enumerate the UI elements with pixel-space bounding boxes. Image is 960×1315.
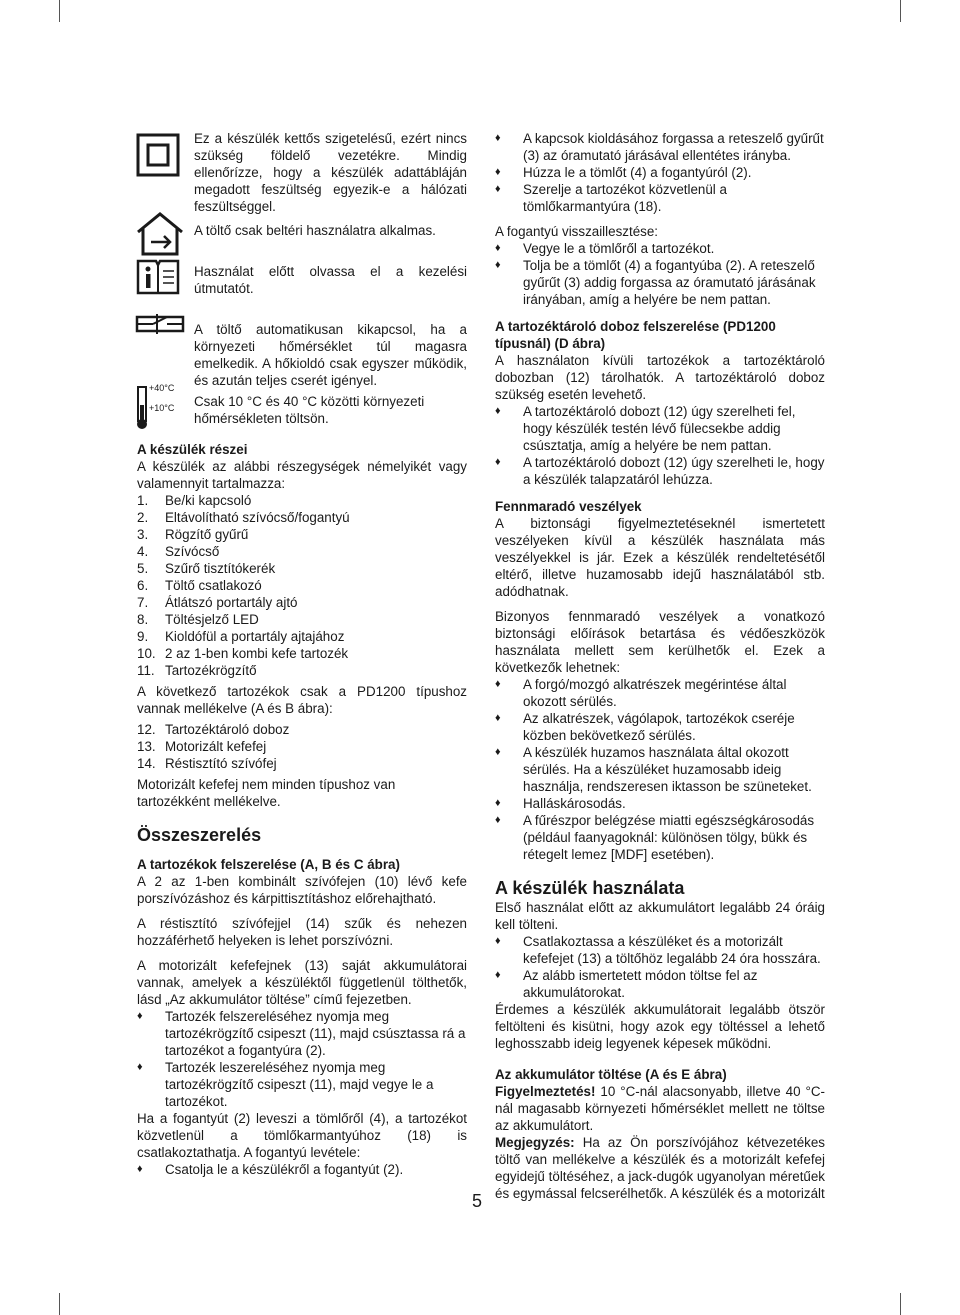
crop-mark <box>59 1293 60 1315</box>
note-label: Megjegyzés: <box>495 1135 575 1150</box>
crop-mark <box>59 0 60 22</box>
list-item: ♦ Húzza le a tömlőt (4) a fogantyúról (2). <box>495 164 825 181</box>
parts-heading: A készülék részei <box>137 442 248 457</box>
list-item: ♦ A forgó/mozgó alkatrészek megérintése által okozott sérülés. <box>495 676 825 710</box>
left-column <box>137 130 467 1178</box>
pd-intro: A következő tartozékok csak a PD1200 típushoz vannak mellékelve (A és B ábra): <box>137 684 467 716</box>
symbol-row <box>137 222 467 263</box>
bullet-list <box>495 240 825 308</box>
manual-info-icon <box>135 257 185 297</box>
symbol-text: A töltő csak beltéri használatra alkalmas. <box>194 223 436 238</box>
parts-intro: A készülék az alábbi részegységek némelyikét vagy valamennyit tartalmazza: <box>137 459 467 491</box>
bullet-list <box>495 676 825 863</box>
list-item: 11. Tartozékrögzítő <box>137 663 257 678</box>
list-item: ♦ Az alkatrészek, vágólapok, tartozékok cseréje közben bekövetkező sérülés. <box>495 710 825 744</box>
list-item: 7. Átlátszó portartály ajtó <box>137 595 298 610</box>
bullet-list <box>495 933 825 1001</box>
symbol-text: A töltő automatikusan kikapcsol, ha a környezeti hőmérséklet túl magasra emelkedik. A hőkioldó csak egyszer működik, és azután teljes cserét igényel. <box>194 322 467 388</box>
list-item: 14. Réstisztító szívófej <box>137 756 277 771</box>
usage-heading: A készülék használata <box>495 878 685 898</box>
symbol-row <box>137 263 467 313</box>
paragraph: Ha a fogantyút (2) leveszi a tömlőről (4), a tartozékot közvetlenül a tömlőkarmantyúhoz (18) is csatlakoztathatja. A fogantyú levétele: <box>137 1111 467 1160</box>
storage-box-heading: A tartozéktároló doboz felszerelése (PD1200 típusnál) (D ábra) <box>495 319 776 351</box>
list-item: ♦ Az alább ismertetett módon töltse fel az akkumulátorokat. <box>495 967 825 1001</box>
list-item: 2. Eltávolítható szívócső/fogantyú <box>137 510 350 525</box>
paragraph: Bizonyos fennmaradó veszélyek a vonatkozó biztonsági előírások betartása és védőeszközök használata mellett sem kerülhetők el. Ezek a következők lehetnek: <box>495 609 825 675</box>
residual-risks-heading: Fennmaradó veszélyek <box>495 499 642 514</box>
crop-mark <box>900 0 901 22</box>
list-item: 4. Szívócső <box>137 544 220 559</box>
list-item: ♦ Csatlakoztassa a készüléket és a motorizált kefefejet (13) a töltőhöz legalább 24 óra hosszára. <box>495 933 825 967</box>
list-item: 6. Töltő csatlakozó <box>137 578 262 593</box>
bullet-list <box>137 1008 467 1110</box>
symbol-text: Ez a készülék kettős szigetelésű, ezért nincs szükség földelő vezetékre. Mindig ellenőrízze, hogy a készülék adattábláján megadott feszültség egyezik-e a hálózati feszültséggel. <box>194 131 467 214</box>
warning-paragraph: Figyelmeztetés! 10 °C-nál alacsonyabb, illetve 40 °C-nál magasabb környezeti hőmérséklet mellett ne töltse az akkumulátort. <box>495 1084 825 1133</box>
warning-label: Figyelmeztetés! <box>495 1084 596 1099</box>
paragraph: A réstisztító szívófejjel (14) szűk és nehezen hozzáférhető helyeken is lehet porszívózni. <box>137 916 467 948</box>
list-item: ♦ Csatolja le a készülékről a fogantyút (2). <box>137 1161 467 1178</box>
note-paragraph: Megjegyzés: Ha az Ön porszívójához kétvezetékes töltő van mellékelve a készülék és a motorizált kefefej egyidejű töltéséhez, a jack-dugók ugyanolyan méretűek és egymással felcserélhetők. A készülék és a motorizált <box>495 1135 825 1201</box>
list-item: ♦ A készülék huzamos használata által okozott sérülés. Ha a készüléket huzamosabb ideig használja, rendszeresen iktasson be szüneteket. <box>495 744 825 795</box>
list-item: ♦ Halláskárosodás. <box>495 795 825 812</box>
list-item: ♦ Tolja be a tömlőt (4) a fogantyúba (2). A reteszelő gyűrűt (3) addig forgassa az óramutató járásának irányában, amíg a helyére be nem pattan. <box>495 257 825 308</box>
symbol-row <box>137 383 467 433</box>
list-item: ♦ A tartozéktároló dobozt (12) úgy szerelheti le, hogy a készülék talapzatáról lehúzza. <box>495 454 825 488</box>
paragraph: A biztonsági figyelmeztetéseknél ismertetett veszélyeken kívül a készülék használata más veszélyekkel is jár. Ezek a készülék rendeltetésétől eltérő, illetve huzamosabb idejű használatából stb. adódhatnak. <box>495 516 825 599</box>
charging-heading: Az akkumulátor töltése (A és E ábra) <box>495 1067 727 1082</box>
list-item: 8. Töltésjelző LED <box>137 612 259 627</box>
bullet-list <box>495 130 825 215</box>
crop-mark <box>900 1293 901 1315</box>
list-item: 12. Tartozéktároló doboz <box>137 722 290 737</box>
thermal-fuse-icon <box>135 311 185 337</box>
symbol-text: Használat előtt olvassa el a kezelési útmutatót. <box>194 264 467 296</box>
list-item: 13. Motorizált kefefej <box>137 739 267 754</box>
paragraph: A 2 az 1-ben kombinált szívófejen (10) lévő kefe porszívózáshoz és kárpittisztításhoz előrehajtható. <box>137 874 467 906</box>
paragraph: A motorizált kefefejnek (13) saját akkumulátorai vannak, amelyek a készüléktől függetlenül tölthetők, lásd „Az akkumulátor töltése” című fejezetben. <box>137 958 467 1007</box>
list-item: ♦ Szerelje a tartozékot közvetlenül a tömlőkarmantyúra (18). <box>495 181 825 215</box>
list-item: 1. Be/ki kapcsoló <box>137 493 252 508</box>
bullet-list <box>137 1161 467 1178</box>
list-item: ♦ Tartozék leszereléséhez nyomja meg tartozékrögzítő csipeszt (11), majd vegye le a tartozékot. <box>137 1059 467 1110</box>
assembly-heading: Összeszerelés <box>137 825 262 845</box>
bullet-list <box>495 403 825 488</box>
indoor-use-icon <box>135 210 185 258</box>
temp-low-label: +10°C <box>149 403 175 413</box>
accessories-heading: A tartozékok felszerelése (A, B és C ábra) <box>137 857 400 872</box>
pd-parts-list <box>137 721 467 772</box>
list-item: 5. Szűrő tisztítókerék <box>137 561 276 576</box>
list-item: ♦ A kapcsok kioldásához forgassa a reteszelő gyűrűt (3) az óramutató járásával ellentétes irányba. <box>495 130 825 164</box>
list-item: 10. 2 az 1-ben kombi kefe tartozék <box>137 646 349 661</box>
symbol-text: Csak 10 °C és 40 °C közötti környezeti hőmérsékleten töltsön. <box>194 394 425 426</box>
list-item: 3. Rögzítő gyűrű <box>137 527 249 542</box>
temp-high-label: +40°C <box>149 383 175 393</box>
list-item: ♦ A tartozéktároló dobozt (12) úgy szerelheti fel, hogy készülék testén lévő fülecsekbe addig csúsztatja, amíg a helyére be nem pattan. <box>495 403 825 454</box>
parts-list <box>137 492 467 679</box>
list-item: ♦ Vegye le a tömlőről a tartozékot. <box>495 240 825 257</box>
paragraph: A fogantyú visszaillesztése: <box>495 224 659 239</box>
list-item: ♦ A fűrészpor belégzése miatti egészségkárosodás (például faanyagoknál: különösen tölgy, bükk és rétegelt lemez [MDF] esetében). <box>495 812 825 863</box>
page-number: 5 <box>472 1191 483 1211</box>
right-column <box>495 130 825 1202</box>
symbol-row <box>137 321 467 391</box>
double-insulation-icon <box>135 132 185 178</box>
paragraph: Érdemes a készülék akkumulátorait legalább ötször feltölteni és kisütni, hogy azok egy töltéssel a lehető leghosszabb ideig legyenek képesek működni. <box>495 1002 825 1051</box>
symbol-row <box>137 130 467 216</box>
brush-note: Motorizált kefefej nem minden típushoz van tartozékként mellékelve. <box>137 777 396 809</box>
list-item: ♦ Tartozék felszereléséhez nyomja meg tartozékrögzítő csipeszt (11), majd csúsztassa rá a tartozékot a fogantyúra (2). <box>137 1008 467 1059</box>
paragraph: Első használat előtt az akkumulátort legalább 24 óráig kell tölteni. <box>495 900 825 932</box>
list-item: 9. Kioldófül a portartály ajtajához <box>137 629 345 644</box>
paragraph: A használaton kívüli tartozékok a tartozéktároló dobozban (12) tárolhatók. A tartozéktároló doboz szükség esetén levehető. <box>495 353 825 402</box>
